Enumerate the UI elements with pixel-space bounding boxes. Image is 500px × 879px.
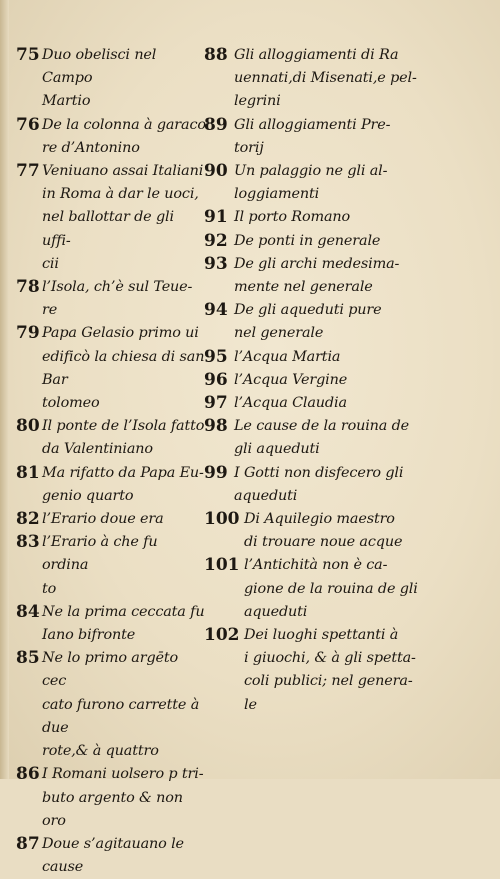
entry-text: Gli alloggiamenti di Ra uennati,di Misenati,e pel- legrini xyxy=(234,47,417,110)
entry-number: 87 xyxy=(16,833,40,854)
index-entry xyxy=(16,833,206,879)
entry-text: Dei luoghi spettanti à i giuochi, & à gli spetta- coli publici; nel genera- le xyxy=(244,627,416,713)
page-gutter-shadow xyxy=(0,0,9,779)
index-entry xyxy=(16,531,206,601)
entry-text: Ne la prima ceccata fu Iano bifronte xyxy=(42,603,205,644)
entry-number: 102 xyxy=(204,625,240,646)
index-entry xyxy=(204,462,494,508)
entry-text: De ponti in generale xyxy=(234,232,381,249)
index-entry xyxy=(16,462,206,508)
index-entry xyxy=(204,346,494,369)
entry-text: Ne lo primo argēto cec cato furono carrette à due rote,& à quattro xyxy=(42,650,200,760)
entry-number: 91 xyxy=(204,207,228,228)
index-entry xyxy=(204,415,494,461)
index-column-right xyxy=(204,44,494,717)
entry-text: Papa Gelasio primo ui edificò la chiesa di san Bar tolomeo xyxy=(42,325,205,412)
index-entry xyxy=(16,322,206,415)
entry-text: Duo obelisci nel Campo Martio xyxy=(42,47,157,110)
index-entry xyxy=(16,160,206,276)
index-entry xyxy=(16,415,206,461)
entry-number: 86 xyxy=(16,764,40,785)
index-entry xyxy=(16,114,206,160)
entry-text: I Romani uolsero p tri- buto argento & non oro xyxy=(42,766,204,829)
entry-number: 95 xyxy=(204,346,228,367)
entry-number: 89 xyxy=(204,114,228,135)
entry-text: l’Erario à che fu ordina to xyxy=(42,534,158,597)
entry-text: De gli archi medesima- mente nel generale xyxy=(234,255,400,296)
entry-number: 101 xyxy=(204,555,240,576)
entry-text: Doue s’agitauano le cause xyxy=(42,835,184,876)
entry-number: 94 xyxy=(204,300,228,321)
index-column-left xyxy=(16,44,206,879)
index-entry xyxy=(204,206,494,229)
entry-text: l’Acqua Vergine xyxy=(234,371,348,388)
entry-number: 100 xyxy=(204,509,240,530)
entry-number: 96 xyxy=(204,369,228,390)
index-entry xyxy=(204,253,494,299)
entry-text: Il porto Romano xyxy=(234,209,351,226)
index-entry xyxy=(16,647,206,763)
entry-number: 77 xyxy=(16,161,40,182)
entry-number: 79 xyxy=(16,323,40,344)
index-entry xyxy=(16,601,206,647)
entry-number: 90 xyxy=(204,161,228,182)
entry-text: l’Erario doue era xyxy=(42,511,164,528)
entry-text: Ma rifatto da Papa Eu- genio quarto xyxy=(42,464,204,504)
index-entry xyxy=(204,369,494,392)
entry-text: Le cause de la rouina de gli aqueduti xyxy=(234,418,410,458)
entry-number: 85 xyxy=(16,648,40,669)
entry-text: l’Isola, ch’è sul Teue- re xyxy=(42,279,193,319)
entry-text: Il ponte de l’Isola fatto da Valentiniano xyxy=(42,418,205,458)
entry-number: 99 xyxy=(204,462,228,483)
entry-text: l’Acqua Claudia xyxy=(234,395,347,412)
entry-text: I Gotti non disfecero gli aqueduti xyxy=(234,464,404,504)
entry-number: 92 xyxy=(204,230,228,251)
index-entry xyxy=(204,299,494,345)
entry-text: l’Antichità non è ca- gione de la rouina de gli aqueduti xyxy=(244,557,418,620)
entry-number: 75 xyxy=(16,45,40,65)
entry-number: 83 xyxy=(16,532,40,553)
entry-text: Veniuano assai Italiani in Roma à dar le uoci, nel ballottar de gli uffi- cii xyxy=(42,163,204,272)
index-entry xyxy=(204,508,494,554)
index-entry xyxy=(204,554,494,624)
entry-number: 84 xyxy=(16,601,40,622)
index-entry xyxy=(16,508,206,531)
entry-number: 88 xyxy=(204,45,228,65)
index-entry xyxy=(204,230,494,253)
index-entry xyxy=(204,44,494,114)
index-entry xyxy=(204,624,494,717)
index-entry xyxy=(16,763,206,833)
entry-number: 93 xyxy=(204,253,228,274)
entry-number: 97 xyxy=(204,393,228,414)
index-entry xyxy=(204,160,494,206)
index-entry xyxy=(204,392,494,415)
index-entry xyxy=(204,114,494,160)
entry-text: l’Acqua Martia xyxy=(234,348,341,365)
entry-number: 81 xyxy=(16,462,40,483)
entry-number: 76 xyxy=(16,114,40,135)
entry-text: De la colonna à garaco re d’Antonino xyxy=(42,116,206,156)
entry-number: 82 xyxy=(16,509,40,530)
entry-number: 98 xyxy=(204,416,228,437)
entry-text: Un palaggio ne gli al- loggiamenti xyxy=(234,163,388,203)
entry-number: 80 xyxy=(16,416,40,437)
entry-text: De gli aqueduti pure nel generale xyxy=(234,302,382,342)
entry-text: Di Aquilegio maestro di trouare noue acque xyxy=(244,511,403,551)
entry-number: 78 xyxy=(16,277,40,298)
entry-text: Gli alloggiamenti Pre- torij xyxy=(234,116,391,156)
index-entry xyxy=(16,276,206,322)
index-entry xyxy=(16,44,206,114)
